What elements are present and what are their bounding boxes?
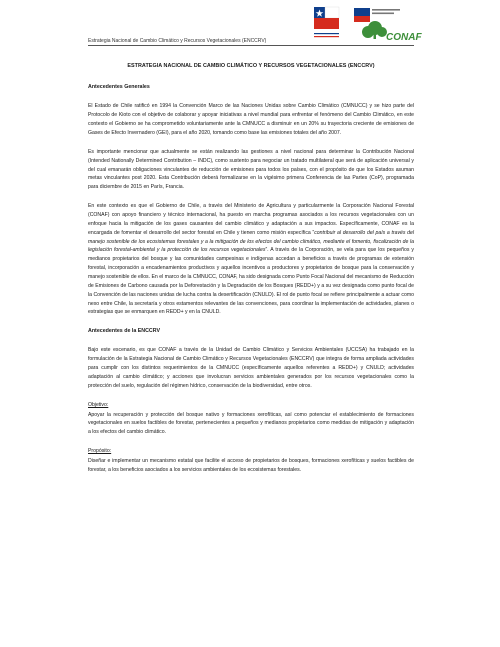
gobierno-de-chile-logo (306, 3, 346, 43)
objetivo-text: Apoyar la recuperación y protección del bosque nativo y formaciones xerofíticas, así como potenciar el establecimiento de formaciones vegetacionales en suelos factibles de forestar, pertenecientes a pequeños y medianos propietarios como medidas de mitigación y adaptación a los efectos del cambio climático. (88, 411, 414, 436)
proposito-label: Propósito: (88, 448, 112, 455)
header-divider (88, 45, 414, 46)
paragraph: Es importante mencionar que actualmente se están realizando las gestiones a nivel nacional para determinar la Contribución Nacional (Intended Nationally Determined Contribution – INDC), como sustento para negociar un tratado multilateral que será de aplicación universal y del cual emanarán obligaciones vinculantes de reducción de emisiones para todos los países, con el propósito de que los Estados asuman metas vinculantes post 2020. Esta Contribución deberá formalizarse en la vigésimo primera Conferencia de las Partes (CoP), programada para diciembre de 2015 en París, Francia. (88, 148, 414, 191)
section-heading-antecedentes-enccrv: Antecedentes de la ENCCRV (88, 328, 161, 335)
conaf-mission-quote: contribuir al desarrollo del país a través del manejo sostenible de los ecosistemas forestales y a la mitigación de los efectos del cambio climático, mediante el fomento, fiscalización de la legislación forestal-ambiental y la protección de los recursos vegetacionales (88, 229, 415, 254)
paragraph: Bajo este escenario, es que CONAF a través de la Unidad de Cambio Climático y Servicios Ambientales (UCCSA) ha trabajado en la formulación de la Estrategia Nacional de Cambio Climático y Recursos Vegetacionales (ENCCRV) que integra de forma ampliada actividades para cumplir con los distintos requerimientos de la CMNUCC (específicamente aquellos referentes a REDD+) y CNULD; actividades adaptación al cambio climático; y acciones que involucran servicios ambientales generados por los recursos vegetacionales como la protección del suelo, regulación del régimen hídrico, conservación de la biodiversidad, entre otros. (88, 347, 414, 389)
proposito-text: Diseñar e implementar un mecanismo estatal que facilite el acceso de propietarios de bosques, formaciones xerofíticas y suelos factibles de forestar, a los beneficios asociados a los servicios ambientales de los ecosistemas forestales. (88, 458, 414, 473)
objetivo-label: Objetivo: (88, 401, 109, 408)
conaf-logo-wordmark: CONAF (386, 32, 422, 43)
paragraph (88, 202, 414, 317)
section-heading-antecedentes-generales: Antecedentes Generales (88, 84, 150, 91)
paragraph-text: En este contexto es que el Gobierno de Chile, a través del Ministerio de Agricultura y particularmente la Corporación Nacional Forestal (CONAF) con apoyo financiero y técnico internacional, ha puesto en marcha programas asociados a los recursos vegetacionales con un enfoque hacia la mitigación de los gases causantes del cambio climático y adaptación a sus impactos. Específicamente, CONAF es la encargada de fomentar el desarrollo del sector forestal en Chile y tienen como misión específica “ (88, 203, 414, 236)
conaf-logo (352, 6, 422, 43)
document-body (88, 62, 414, 485)
paragraph: El Estado de Chile ratificó en 1994 la Convención Marco de las Naciones Unidas sobre Cambio Climático (CMNUCC) y se hizo parte del Protocolo de Kioto con el objetivo de colaborar y apoyar iniciativas a nivel mundial para enfrentar el fenómeno del Cambio Climático, en este contexto el Gobierno se ha comprometido voluntariamente ante la CMNUCC a disminuir en un 20% su trayectoria creciente de emisiones de Gases de Efecto Invernadero (GEI), para el año 2020, tomando como base las emisiones totales del año 2007. (88, 103, 414, 136)
document-title: ESTRATEGIA NACIONAL DE CAMBIO CLIMÁTICO Y RECURSOS VEGETACIONALES (ENCCRV) (127, 63, 375, 69)
paragraph-text: ”. A través de la Corporación, se vela para que los pequeños y medianos propietarios del bosque y las comunidades campesinas e indígenas accedan a beneficios a través de programas de extensión forestal, incorporación a encadenamientos productivos y aquellos incentivos a productores y propietarios de bosque para la conservación y manejo sostenible de ellos. En el marco de la CMNUCC, CONAF, ha sido designada como Punto Focal Nacional del mecanismo de Reducción de Emisiones de Carbono causada por la Deforestación y la Degradación de los Bosques (REDD+) y a su vez designada como punto focal de la Convención de las naciones unidas de lucha contra la desertificación (CNULD). El rol de punto focal se refiere principalmente a actuar como nexo entre Chile, la secretaría y otros estamentos relevantes de las convenciones, para coordinar la implementación de actividades, planes o estrategias que se enmarquen en REDD+ y en la CNULD. (88, 247, 415, 316)
running-header: Estrategia Nacional de Cambio Climático y Recursos Vegetacionales (ENCCRV) (88, 38, 267, 44)
